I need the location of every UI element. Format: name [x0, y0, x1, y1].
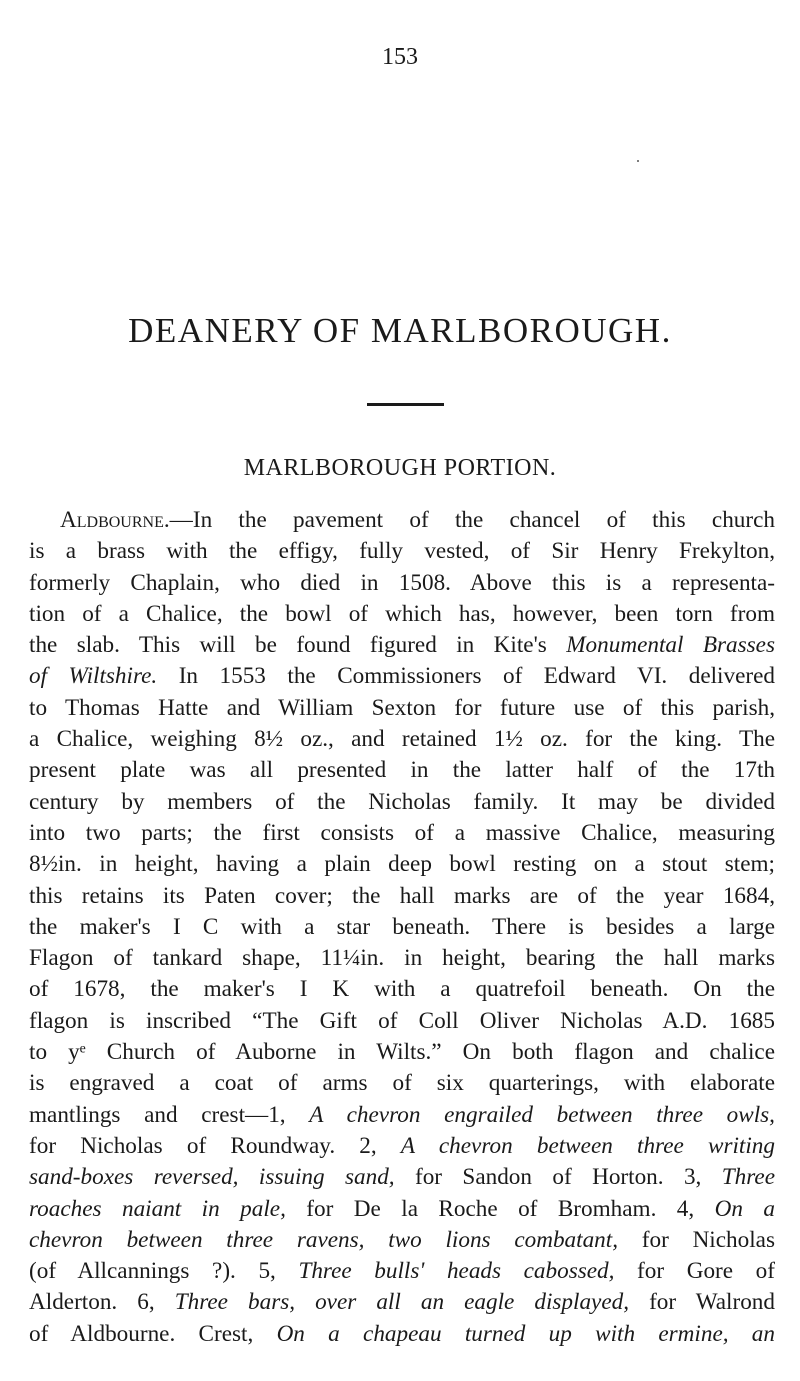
book-title: Monumental Brasses	[566, 632, 776, 659]
body-text	[29, 505, 775, 1350]
text-line: Flagon of tankard shape, 11¼in. in height, bearing the hall marks	[29, 945, 775, 972]
blazon: roaches naiant in pale,	[29, 1195, 286, 1222]
text-line: the slab. This will be found figured in Kite's Monumental Brasses	[29, 632, 776, 659]
text-line: this retains its Paten cover; the hall marks are of the year 1684,	[29, 882, 775, 909]
text-line: to Thomas Hatte and William Sexton for future use of this parish,	[29, 694, 775, 721]
blazon: Three bars, over all an eagle displayed,	[174, 1289, 630, 1316]
text-line: formerly Chaplain, who died in 1508. Above this is a representa-	[29, 569, 775, 596]
text-line: the maker's I C with a star beneath. There is besides a large	[29, 913, 775, 940]
text-line: Alderton. 6, Three bars, over all an eagle displayed, for Walrond	[29, 1289, 775, 1316]
text-line: for Nicholas of Roundway. 2, A chevron between three writing	[29, 1132, 775, 1159]
text-line: tion of a Chalice, the bowl of which has, however, been torn from	[29, 600, 775, 627]
text-line: of 1678, the maker's I K with a quatrefoil beneath. On the	[29, 976, 775, 1003]
text-line: roaches naiant in pale, for De la Roche of Bromham. 4, On a	[29, 1195, 775, 1222]
text-line: Aldbourne.—In the pavement of the chancel of this church	[60, 507, 775, 533]
text-line: of Aldbourne. Crest, On a chapeau turned up with ermine, an	[29, 1320, 775, 1347]
text-line: mantlings and crest—1, A chevron engrailed between three owls,	[29, 1101, 775, 1128]
blazon: Three	[721, 1164, 776, 1191]
text-line: a Chalice, weighing 8½ oz., and retained 1½ oz. for the king. The	[29, 726, 775, 753]
text-line: present plate was all presented in the latter half of the 17th	[29, 757, 775, 784]
section-title: DEANERY OF MARLBOROUGH.	[128, 311, 672, 350]
print-speck	[637, 160, 639, 162]
text-line: into two parts; the first consists of a massive Chalice, measuring	[29, 819, 775, 846]
text-line: is engraved a coat of arms of six quarterings, with elaborate	[29, 1070, 775, 1097]
text-line: 8½in. in height, having a plain deep bowl resting on a stout stem;	[29, 851, 775, 878]
book-title: of Wiltshire.	[29, 663, 158, 690]
blazon: chevron between three ravens, two lions combatant,	[29, 1226, 619, 1253]
blazon: Three bulls' heads cabossed,	[298, 1258, 615, 1285]
parish-name: Aldbourne.	[60, 507, 170, 533]
text-line: chevron between three ravens, two lions combatant, for Nicholas	[29, 1226, 775, 1253]
section-subtitle: MARLBOROUGH PORTION.	[243, 455, 557, 481]
blazon: On a chapeau turned up with ermine, an	[276, 1320, 775, 1347]
text-line: sand-boxes reversed, issuing sand, for Sandon of Horton. 3, Three	[29, 1164, 776, 1191]
text-line: flagon is inscribed “The Gift of Coll Oliver Nicholas A.D. 1685	[29, 1007, 775, 1034]
blazon: A chevron between three writing	[400, 1132, 775, 1159]
text-line: to yᵉ Church of Auborne in Wilts.” On both flagon and chalice	[29, 1039, 775, 1066]
blazon: On a	[714, 1195, 775, 1222]
page-number: 153	[382, 44, 418, 70]
text-line: (of Allcannings ?). 5, Three bulls' heads cabossed, for Gore of	[29, 1258, 775, 1285]
title-divider	[367, 403, 444, 406]
blazon: A chevron engrailed between three owls,	[309, 1101, 775, 1128]
blazon: sand-boxes reversed, issuing sand,	[29, 1164, 395, 1191]
text-line: century by members of the Nicholas family. It may be divided	[29, 788, 775, 815]
text-line: of Wiltshire. In 1553 the Commissioners of Edward VI. delivered	[29, 663, 775, 690]
text-line: is a brass with the effigy, fully vested, of Sir Henry Frekylton,	[29, 538, 775, 565]
